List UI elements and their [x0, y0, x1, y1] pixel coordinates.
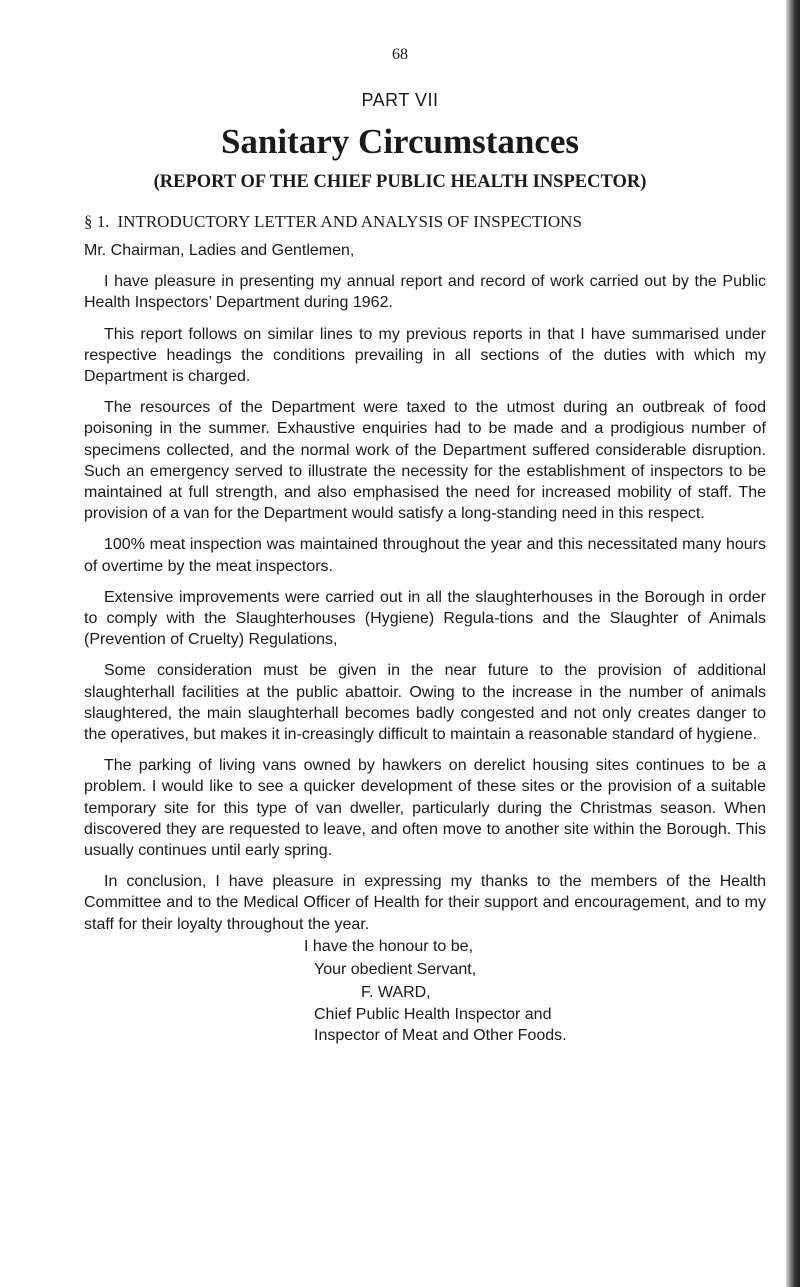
signatory-role: Chief Public Health Inspector and	[314, 1005, 552, 1023]
section-heading	[84, 212, 774, 232]
paragraph: The resources of the Department were taxed to the utmost during an outbreak of food poisoning in the summer. Exhaustive enquiries had to be made and a prodigious number of specimens collected, and the normal work of the Department suffered considerable disruption. Such an emergency served to illustrate the necessity for the establishment of inspectors to be maintained at full strength, and also emphasised the need for increased mobility of staff. The provision of a van for the Department would satisfy a long-standing need in this respect.	[84, 399, 766, 523]
salutation: Mr. Chairman, Ladies and Gentlemen,	[84, 242, 355, 259]
section-heading-text: INTRODUCTORY LETTER AND ANALYSIS OF INSPECTIONS	[117, 212, 582, 231]
closing-servant: Your obedient Servant,	[314, 960, 477, 978]
closing-honour: I have the honour to be,	[304, 937, 474, 955]
paragraph: Some consideration must be given in the near future to the provision of additional slaughterhall facilities at the public abattoir. Owing to the increase in the number of animals slaughtered, the main slaughterhall becomes badly congested and not only creates danger to the operatives, but makes it in-creasingly difficult to maintain a reasonable standard of hygiene.	[84, 662, 766, 744]
paragraph: In conclusion, I have pleasure in expressing my thanks to the members of the Health Committee and to the Medical Officer of Health for their support and encouragement, and to my staff for their loyalty throughout the year.	[84, 873, 766, 933]
paragraph: I have pleasure in presenting my annual report and record of work carried out by the Public Health Inspectors’ Department during 1962.	[84, 273, 766, 312]
signatory-name: F. WARD,	[361, 983, 431, 1001]
section-number: § 1.	[84, 212, 110, 231]
part-label: PART VII	[361, 90, 439, 110]
paragraph: The parking of living vans owned by hawkers on derelict housing sites continues to be a problem. I would like to see a quicker development of these sites or the provision of a suitable temporary site for this type of van dweller, particularly during the Christmas season. When discovered they are requested to leave, and often move to another site within the Borough. This usually continues until early spring.	[84, 757, 766, 860]
page-title: Sanitary Circumstances	[220, 122, 580, 161]
page-binding-edge	[786, 0, 800, 1287]
paragraph: Extensive improvements were carried out in all the slaughterhouses in the Borough in order to comply with the Slaughterhouses (Hygiene) Regula-tions and the Slaughter of Animals (Prevention of Cruelty) Regulations,	[84, 588, 766, 649]
page-number: 68	[392, 46, 408, 63]
paragraph: This report follows on similar lines to my previous reports in that I have summarised under respective headings the conditions prevailing in all sections of the duties with which my Department is charged.	[84, 325, 766, 386]
letter-closing	[84, 935, 766, 1046]
letter-body	[84, 240, 766, 1046]
page-subtitle: (REPORT OF THE CHIEF PUBLIC HEALTH INSPECTOR)	[153, 172, 647, 192]
signatory-role-continued: Inspector of Meat and Other Foods.	[314, 1026, 567, 1044]
paragraph: 100% meat inspection was maintained throughout the year and this necessitated many hours of overtime by the meat inspectors.	[84, 536, 766, 575]
